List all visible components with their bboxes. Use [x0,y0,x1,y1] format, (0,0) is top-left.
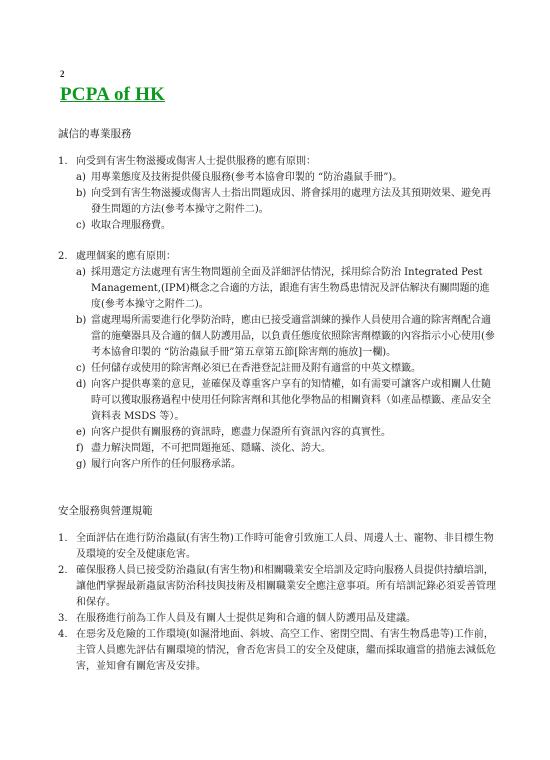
subitem [76,441,498,457]
subitem [76,361,498,377]
subitem-letter: b) [76,315,87,326]
subitem-text: 任何儲存或使用的除害劑必須已在香港登記註冊及附有適當的中英文標籤。 [91,363,421,374]
section1-item-1 [58,154,498,234]
item-text: 在服務進行前為工作人員及有關人士提供足夠和合適的個人防護用品及建議。 [76,613,416,624]
section2-title: 安全服務與營運規範 [58,505,153,517]
page-number: 2 [60,69,65,79]
list-item [58,627,498,675]
subitem-letter: c) [76,220,86,231]
section1-item-2 [58,249,498,473]
subitem-text: 向客户提供專業的意見，並確保及尊重客户享有的知情權，如有需要可讓客户或相關人仕隨時可以獲取服務過程中使用任何除害劑和其他化學物品的相關資料（如產品標籤、產品安全資料表 MSDS 等）。 [91,379,491,422]
subitem-text: 用專業態度及技術提供優良服務(參考本協會印製的 “防治蟲鼠手冊”)。 [91,172,403,183]
item-number: 1. [58,533,68,544]
subitem-text: 向受到有害生物滋擾或傷害人士指出問題成因、將會採用的處理方法及其預期效果、避免再發生問題的方法(參考本操守之附件二)。 [91,188,491,215]
subitem-text: 採用選定方法處理有害生物問題前全面及詳細評估情況，採用綜合防治 Integrated Pest Management,(IPM)概念之合適的方法，跟進有害生物爲患情況及評估解決有關問題的進度(參考本操守之附件二)。 [91,267,490,310]
subitem [76,457,498,473]
subitem-letter: a) [76,172,86,183]
subitem [76,265,498,313]
item-text: 處理個案的應有原則： [76,251,176,262]
item-text: 向受到有害生物滋擾或傷害人士提供服務的應有原則： [76,156,316,167]
subitem [76,218,498,234]
section2-list [58,531,498,675]
subitem-letter: f) [76,443,84,454]
subitem-text: 收取合理服務費。 [91,220,171,231]
subitem [76,377,498,425]
subitem-letter: b) [76,188,87,199]
item-number: 3. [58,613,68,624]
item-text: 在惡劣及危險的工作環境(如濕滑地面、斜坡、高空工作、密閉空間、有害生物爲患等)工作前，主管人員應先評估有關環境的情況，會否危害員工的安全及健康，繼而採取適當的措施去減低危害，並知會有關危害及安排。 [76,629,496,672]
subitem-text: 向客户提供有關服務的資訊時，應盡力保證所有資訊內容的真實性。 [91,427,391,438]
subitem-text: 履行向客户所作的任何服務承諾。 [91,459,241,470]
item-text: 全面評估在進行防治蟲鼠(有害生物)工作時可能會引致施工人員、周邊人士、寵物、非目標生物及環境的安全及健康危害。 [76,533,494,560]
subitem-text: 當處理場所需要進行化學防治時，應由已接受適當訓練的操作人員使用合適的除害劑配合適當的施藥器具及合適的個人防護用品，以負責任態度依照除害劑標籤的內容指示小心使用(參考本協會印製的 “防治蟲鼠手冊”第五章第五節[除害劑的施放]一欄)。 [91,315,495,358]
list-item [58,611,498,627]
subitem [76,425,498,441]
subitem-letter: g) [76,459,87,470]
subitem-letter: e) [76,427,86,438]
subitem-text: 盡力解決問題，不可把問題拖延、隱瞞、淡化、誇大。 [91,443,331,454]
section1-title: 誠信的專業服務 [58,128,132,140]
item-number: 4. [58,629,68,640]
item-number: 1. [58,156,68,167]
item-text: 確保服務人員已接受防治蟲鼠(有害生物)和相關職業安全培訓及定時向服務人員提供持續培訓，讓他們掌握最新蟲鼠害防治科技與技術及相關職業安全應注意事項。所有培訓記錄必須妥善管理和保存。 [76,565,496,608]
item-number: 2. [58,251,68,262]
subitem-letter: d) [76,379,87,390]
list-item [58,563,498,611]
pcpa-logo: PCPA of HK [60,84,166,105]
list-item [58,531,498,563]
subitem [76,313,498,361]
subitem-letter: a) [76,267,86,278]
item-number: 2. [58,565,68,576]
subitem [76,186,498,218]
subitem [76,170,498,186]
subitem-letter: c) [76,363,86,374]
